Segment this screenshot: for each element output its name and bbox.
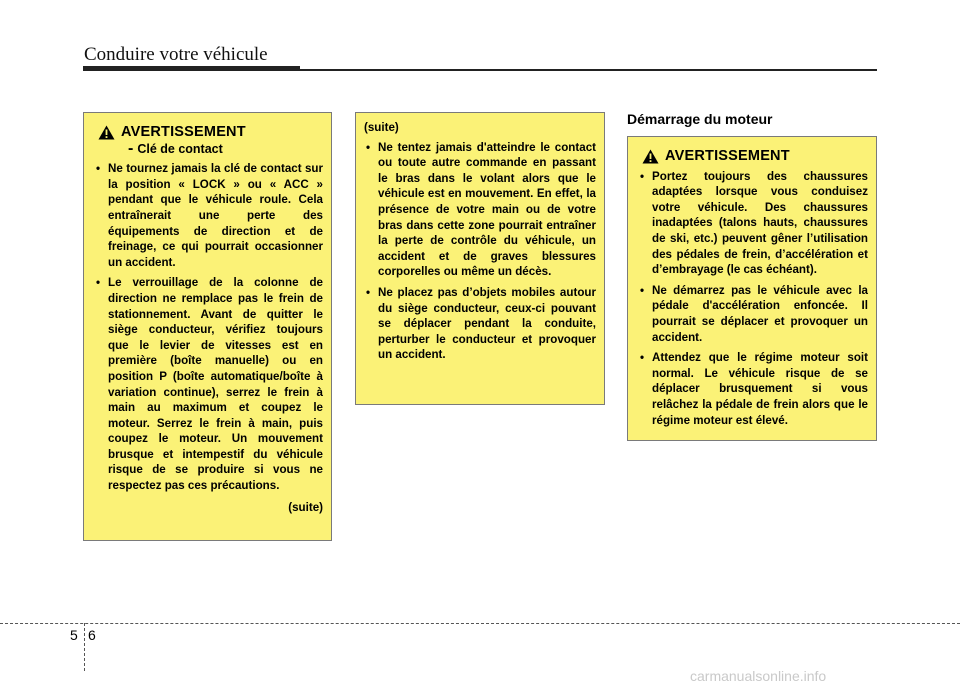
warning-header: [642, 149, 868, 165]
subtitle-dash: -: [128, 139, 134, 157]
warning-bullet-list: [638, 169, 868, 429]
warning-subtitle: [128, 141, 323, 158]
warning-box-ignition-key: [83, 112, 332, 541]
page-number: 6: [88, 627, 96, 643]
bullet-item: • Ne tentez jamais d'atteindre le contact ou toute autre commande en passant le bras dans le volant alors que le véhicule est en mouvement. En effet, la présence de votre main ou de votre bras dans cette zone pourrait entraîner la perte de contrôle du véhicule, un accident et de graves blessures corporelles ou même un décès.: [364, 140, 596, 280]
bullet-item: • Ne placez pas d’objets mobiles autour du siège conducteur, ceux-ci pouvant se déplacer pendant la conduite, perturber le conducteur et provoquer un accident.: [364, 285, 596, 363]
watermark-text: carmanualsonline.info: [690, 668, 827, 684]
header-rule-thick: [83, 66, 300, 71]
warning-bullet-list: [364, 140, 596, 363]
continued-label: (suite): [364, 121, 399, 134]
warning-box-engine-start: [627, 136, 877, 441]
warning-bullet-list: [94, 161, 323, 493]
page-header-title: Conduire votre véhicule: [84, 44, 268, 65]
header-rule-thin: [300, 69, 877, 71]
warning-title: AVERTISSEMENT: [665, 148, 790, 164]
page-chapter-number: 5: [70, 627, 78, 643]
warning-header: [98, 125, 323, 141]
bullet-item: • Attendez que le régime moteur soit normal. Le véhicule risque de se déplacer brusquement si vous relâchez la pédale de frein alors que le régime moteur est élevé.: [638, 350, 868, 428]
footer-dashed-rule: [0, 623, 960, 624]
warning-triangle-icon: [98, 125, 115, 140]
subtitle-text: Clé de contact: [137, 141, 223, 156]
footer-dashed-divider: [84, 623, 85, 671]
bullet-item: • Portez toujours des chaussures adaptées lorsque vous conduisez votre véhicule. Des chaussures inadaptées (talons hauts, chaussures de ski, etc.) peuvent gêner l’utilisation des pédales de frein, d’accélération et d’embrayage (le cas échéant).: [638, 169, 868, 278]
bullet-item: • Ne démarrez pas le véhicule avec la pédale d'accélération enfoncée. Il pourrait se déplacer et provoquer un accident.: [638, 283, 868, 345]
bullet-item: • Ne tournez jamais la clé de contact sur la position « LOCK » ou « ACC » pendant que le véhicule roule. Cela entraînerait une perte des équipements de direction et de freinage, ce qui pourrait occasionner un accident.: [94, 161, 323, 270]
continued-label: (suite): [288, 500, 323, 514]
section-heading: Démarrage du moteur: [627, 111, 773, 127]
warning-box-continued: [355, 112, 605, 405]
warning-title: AVERTISSEMENT: [121, 124, 246, 140]
bullet-item: • Le verrouillage de la colonne de direction ne remplace pas le frein de stationnement. Avant de quitter le siège conducteur, vérifiez toujours que le levier de vitesses est en première (boîte manuelle) ou en position P (boîte automatique/boîte à variation continue), serrez le frein à main au maximum et coupez le moteur. Serrez le frein à main, puis coupez le moteur. Un mouvement brusque et intempestif du véhicule risque de se produire si vous ne respectez pas ces précautions.: [94, 275, 323, 493]
warning-triangle-icon: [642, 149, 659, 164]
